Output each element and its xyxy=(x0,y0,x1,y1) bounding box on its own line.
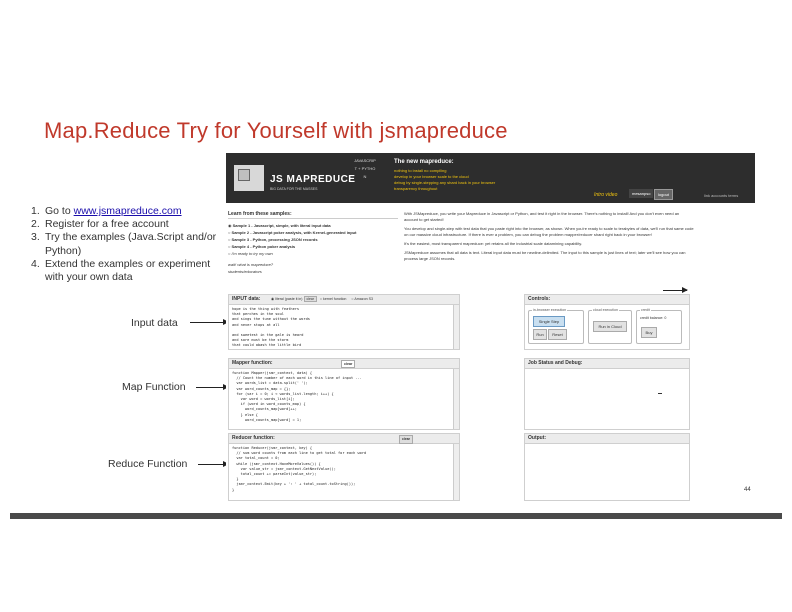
sample-label: Sample 4 - Python poker analysis xyxy=(231,244,296,249)
option-kernel[interactable]: ○ kernel function xyxy=(319,297,347,301)
panel-title: Mapper function: xyxy=(232,360,273,366)
feature-line: debug by single-stepping any shard back in your browser xyxy=(394,180,496,185)
logo-icon xyxy=(234,165,264,191)
sample-option-1[interactable]: ◉ Sample 1 - Javascript, simple, with literal input data xyxy=(228,223,331,228)
sample-label: Sample 2 - Javascript poker analysis, with Kernel-generated input xyxy=(231,230,357,235)
reduce-function-arrow xyxy=(198,464,228,465)
feature-line: transparency throughout xyxy=(394,186,438,191)
option-label: literal (paste it in) xyxy=(275,297,303,301)
site-tagline: BIG DATA FOR THE MASSES xyxy=(270,187,318,191)
samples-section xyxy=(228,211,398,275)
status-pointer xyxy=(658,393,662,394)
what-is-link[interactable] xyxy=(228,261,398,268)
jsmapreduce-link[interactable]: www.jsmapreduce.com xyxy=(73,205,182,217)
sample-option-2[interactable]: ○ Sample 2 - Javascript poker analysis, with Kernel-generated input xyxy=(228,230,357,235)
samples-heading: Learn from these samples: xyxy=(228,211,398,219)
option-literal[interactable]: ◉ literal (paste it in) xyxy=(271,297,303,301)
step-1 xyxy=(31,205,231,218)
info-paragraph: With JSMapreduce, you write your Mapreduce in Javascript or Python, and test it right in the browser. There's nothing to install! And you don't even need an account to get started! xyxy=(404,211,680,222)
jsmapreduce-screenshot xyxy=(226,153,755,502)
scrollbar[interactable] xyxy=(453,369,459,429)
step-number: 4. xyxy=(31,257,40,270)
job-status-panel xyxy=(524,358,690,430)
mapper-panel xyxy=(228,358,460,430)
sample-label: Sample 1 - Javascript, simple, with literal input data xyxy=(232,223,331,228)
vertical-word: JAVASCRIPT + PYTHON xyxy=(354,158,376,179)
input-data-panel xyxy=(228,294,460,350)
clear-button[interactable]: clear xyxy=(304,296,317,302)
panel-title: INPUT data: xyxy=(232,296,261,302)
intro-video-link[interactable]: Intro video xyxy=(594,192,618,198)
mapper-select[interactable]: clear xyxy=(341,360,355,368)
panel-header xyxy=(229,295,459,305)
credit-group xyxy=(636,310,682,344)
sample-option-5[interactable]: ○ I'm ready to try my own xyxy=(228,251,273,256)
step-number: 3. xyxy=(31,231,40,244)
run-in-cloud-button[interactable]: Run in Cloud xyxy=(593,321,627,332)
reduce-function-label: Reduce Function xyxy=(108,458,188,470)
map-function-arrow xyxy=(196,387,228,388)
map-function-label: Map Function xyxy=(122,381,186,393)
execution-controls-arrow xyxy=(663,290,687,291)
local-execution-group xyxy=(528,310,584,344)
panel-title: Reducer function: xyxy=(232,435,275,441)
info-paragraph: JSMapreduce assumes that all data is text. Literal input data must be newline-delimited. The input to this sample is just lines of text; later we'll see how you can process large JSON records. xyxy=(404,250,686,261)
feature-line: nothing to install no compiling xyxy=(394,168,447,173)
sample-option-3[interactable]: ○ Sample 3 - Python, processing JSON records xyxy=(228,237,318,242)
logo-prefix: JS xyxy=(270,174,284,185)
panel-header: Controls: xyxy=(525,295,689,305)
sample-option-4[interactable]: ○ Sample 4 - Python poker analysis xyxy=(228,244,296,249)
panel-header: Output: xyxy=(525,434,689,444)
input-data-label: Input data xyxy=(131,317,178,329)
logo-name: MAPREDUCE xyxy=(286,174,356,185)
reducer-clear-button[interactable]: clear xyxy=(399,435,413,444)
info-paragraph: It's the easiest, most transparent mapreduce: yet retains all the industrial scale datamining capability. xyxy=(404,241,583,246)
reset-button[interactable]: Reset xyxy=(548,329,567,340)
footer-bar xyxy=(10,513,782,519)
sample-label: I'm ready to try my own xyxy=(231,251,273,256)
header-title: The new mapreduce: xyxy=(394,159,454,165)
output-panel xyxy=(524,433,690,501)
logout-button[interactable]: logout xyxy=(654,189,673,200)
input-data-arrow xyxy=(190,322,228,323)
account-links[interactable]: link accounts terms xyxy=(704,193,739,198)
step-text: Try the examples (Java.Script and/or Python) xyxy=(45,231,217,257)
single-step-button[interactable]: Single Step xyxy=(533,316,565,327)
slide-title: Map.Reduce Try for Yourself with jsmapreduce xyxy=(44,118,508,143)
user-button[interactable]: mesanpso xyxy=(629,189,653,198)
reducer-editor[interactable]: function Reducer(jsmr_context, key) { // sum word counts from each line to get total for each word var total_count = 0; while (jsmr_context.HaveMoreValues()) { var value_str = jsmr_context.GetNextValue(); total_count += parseInt(value_str); } jsmr_context.Emit(key + ': ' + total_count.toString()); } xyxy=(232,446,367,492)
steps-list xyxy=(31,205,231,284)
step-text: Go to xyxy=(45,205,74,217)
panel-header xyxy=(229,359,459,369)
feature-line: develop in your browser scale to the cloud xyxy=(394,174,469,179)
group-label: in-browser execution xyxy=(533,308,567,312)
credit-balance: credit balance: 0 xyxy=(640,316,667,320)
step-3 xyxy=(31,231,231,257)
step-number: 2. xyxy=(31,218,40,231)
input-data-editor[interactable]: hope is the thing with feathers that perches in the soul and sings the tune without the words and never stops at all and sweetest in the gale is heard and sore must be the storm that could abash the little bird xyxy=(232,307,310,348)
option-label: kernel function xyxy=(323,297,347,301)
link-label: students/educators xyxy=(228,269,262,274)
page-number: 44 xyxy=(744,487,751,493)
group-label: credit xyxy=(641,308,650,312)
panel-header: Job Status and Debug: xyxy=(525,359,689,369)
step-text: Extend the examples or experiment with your own data xyxy=(45,257,211,284)
students-link[interactable] xyxy=(228,268,398,275)
run-button[interactable]: Run xyxy=(533,329,547,340)
step-4 xyxy=(31,258,231,284)
step-2 xyxy=(31,218,231,231)
site-logo[interactable] xyxy=(270,174,355,185)
step-number: 1. xyxy=(31,205,40,217)
sample-label: Sample 3 - Python, processing JSON records xyxy=(231,237,318,242)
buy-button[interactable]: Buy xyxy=(641,327,657,338)
group-label: cloud execution xyxy=(593,308,618,312)
panel-header xyxy=(229,434,459,444)
controls-panel xyxy=(524,294,690,350)
step-text: Register for a free account xyxy=(45,218,169,231)
mapper-editor[interactable]: function Mapper(jsmr_context, data) { // Count the number of each word in this line of input ... var words_list = data.split(' '); var word_counts_map = {}; for (var i = 0; i < words_list.length; i++) { var word = words_list[i]; if (word in word_counts_map) { word_counts_map[word]++; } else { word_counts_map[word] = 1; xyxy=(232,371,362,422)
cube-icon xyxy=(238,169,250,181)
info-text xyxy=(404,211,694,265)
input-source-options xyxy=(271,295,373,304)
cloud-execution-group xyxy=(588,310,632,344)
reducer-panel xyxy=(228,433,460,501)
info-paragraph: You develop and single-step with test data that you paste right into the browser, as shown. When you're ready to scale to terabytes of data, we'll run that same code on our massive cloud infrastructure. If there is ever a problem, you can debug the problem mapper/reducer shard right back in your browser! xyxy=(404,226,694,237)
header-features xyxy=(394,168,495,192)
scrollbar[interactable] xyxy=(453,305,459,349)
link-label: wait! what is mapreduce? xyxy=(228,262,274,267)
option-s3[interactable]: ○ Amazon S3 xyxy=(351,297,373,301)
scrollbar[interactable] xyxy=(453,444,459,500)
site-header xyxy=(226,153,755,203)
option-label: Amazon S3 xyxy=(354,297,373,301)
